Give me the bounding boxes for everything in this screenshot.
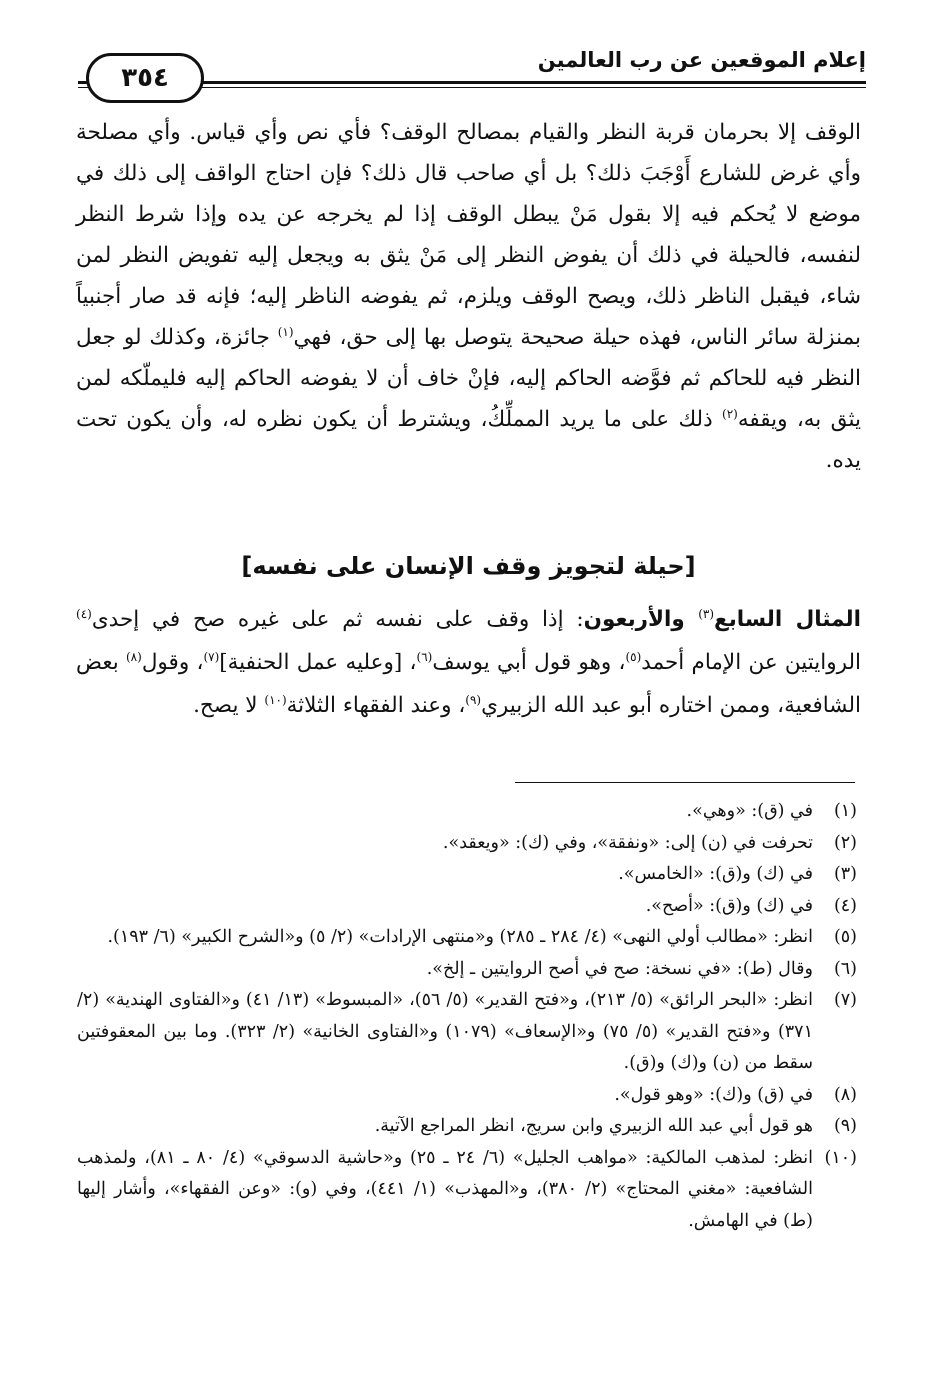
example-text-5: ، وقول xyxy=(141,650,204,675)
footnote-number: (٣) xyxy=(833,864,857,884)
example-text-6: بعض الشافعية، وممن اختاره أبو عبد الله الزبيري xyxy=(76,650,861,718)
example-lead-2: والأربعون xyxy=(583,607,699,632)
section-heading: [حيلة لتجويز وقف الإنسان على نفسه] xyxy=(241,552,696,580)
footnote-number: (٧) xyxy=(833,990,857,1010)
example-paragraph xyxy=(76,598,861,727)
footnote xyxy=(77,859,857,891)
footnote-ref-10[interactable]: (١٠) xyxy=(264,692,287,707)
footnote xyxy=(77,985,857,1080)
footnote-ref-1[interactable]: (١) xyxy=(277,324,294,339)
footnote-ref-8[interactable]: (٨) xyxy=(125,649,142,664)
footnote xyxy=(77,1111,857,1143)
footnote-text: انظر: «مطالب أولي النهى» (٤/ ٢٨٤ ـ ٢٨٥) و«منتهى الإرادات» (٢/ ٥) و«الشرح الكبير» (٦/ ١٩٣). xyxy=(107,927,813,947)
footnote-ref-5[interactable]: (٥) xyxy=(625,649,642,664)
footnote-ref-2[interactable]: (٢) xyxy=(722,406,738,421)
footnote-text: تحرفت في (ن) إلى: «ونفقة»، وفي (ك): «ويعقد». xyxy=(442,832,813,853)
footnote-number: (٩) xyxy=(833,1116,857,1136)
footnote-text: وقال (ط): «في نسخة: صح في أصح الروايتين ـ إلخ». xyxy=(426,958,813,979)
footnote-text: هو قول أبي عبد الله الزبيري وابن سريج، انظر المراجع الآتية. xyxy=(374,1116,813,1136)
footnote-number: (١٠) xyxy=(824,1147,857,1168)
example-text-8: لا يصح. xyxy=(193,693,265,718)
footnote-ref-6[interactable]: (٦) xyxy=(416,649,433,664)
example-text-1: : إذا وقف على نفسه ثم على غيره صح في إحدى xyxy=(91,607,584,632)
footnote-ref-4[interactable]: (٤) xyxy=(76,606,92,621)
footnote-text: في (ق) و(ك): «وهو قول». xyxy=(614,1084,813,1105)
footnote-ref-7[interactable]: (٧) xyxy=(203,649,220,664)
footnote-text: في (ك) و(ق): «الخامس». xyxy=(618,864,813,884)
footnote xyxy=(77,922,857,954)
body-paragraph xyxy=(76,112,861,481)
footnote-number: (٤) xyxy=(833,895,857,916)
running-title: إعلام الموقعين عن رب العالمين xyxy=(537,48,866,72)
footnote-text: انظر: لمذهب المالكية: «مواهب الجليل» (٦/ ٢٤ ـ ٢٥) و«حاشية الدسوقي» (٤/ ٨٠ ـ ٨١)، ولمذهب الشافعية: «مغني المحتاج» (٢/ ٣٨٠)، و«المهذب» (١/ ٤٤١)، وفي (و): «وعن الفقهاء»، وأشار إليها (ط) في الهامش. xyxy=(77,1147,813,1231)
body-text-2: جائزة، وكذلك لو جعل النظر فيه للحاكم ثم فوَّضه الحاكم إليه، فإنْ خاف أن لا يفوضه الحاكم إليه فليملّكه لمن يثق به، ويقفه xyxy=(76,325,861,432)
footnote xyxy=(77,796,857,828)
example-text-3: ، وهو قول أبي يوسف xyxy=(432,650,626,675)
footnote-ref-3[interactable]: (٣) xyxy=(698,606,715,621)
footnote xyxy=(77,828,857,860)
example-text-7: ، وعند الفقهاء الثلاثة xyxy=(286,693,466,718)
page-header xyxy=(78,38,866,98)
footnotes xyxy=(77,796,857,1237)
footnote-number: (٥) xyxy=(833,927,857,947)
footnote xyxy=(77,891,857,923)
footnote xyxy=(77,1143,857,1238)
example-text-2: الروايتين عن الإمام أحمد xyxy=(641,650,861,675)
footnote-text: في (ق): «وهي». xyxy=(686,801,813,821)
footnote-divider xyxy=(515,782,855,783)
footnote-ref-9[interactable]: (٩) xyxy=(465,692,482,707)
footnote-text: في (ك) و(ق): «أصح». xyxy=(645,895,813,916)
footnote-number: (١) xyxy=(833,801,857,821)
page-number: ٣٥٤ xyxy=(86,53,204,103)
footnote-number: (٢) xyxy=(833,832,857,853)
main-text xyxy=(76,112,861,481)
body-text-3: ذلك على ما يريد المملِّكُ، ويشترط أن يكون نظره له، وأن يكون تحت يده. xyxy=(76,407,861,473)
body-text-1: الوقف إلا بحرمان قربة النظر والقيام بمصالح الوقف؟ فأي نص وأي قياس. وأي مصلحة وأي غرض للشارع أَوْجَبَ ذلك؟ بل أي صاحب قال ذلك؟ فإن احتاج الواقف إلى ذلك في موضع لا يُحكم فيه إلا بقول مَنْ يبطل الوقف إذا لم يخرجه عن يده وإذا شرط النظر لنفسه، فالحيلة في ذلك أن يفوض النظر إلى مَنْ يثق به ويجعل إليه تفويض النظر لمن شاء، فيقبل الناظر ذلك، ويصح الوقف ويلزم، ثم يفوضه الناظر إليه؛ فإنه قد صار أجنبياً بمنزلة سائر الناس، فهذه حيلة صحيحة يتوصل بها إلى حق، فهي xyxy=(76,120,862,350)
example-text-4: ، [وعليه عمل الحنفية] xyxy=(219,650,417,675)
example-lead: المثال السابع xyxy=(714,607,862,632)
footnote xyxy=(77,1080,857,1112)
footnote xyxy=(77,954,857,986)
footnote-text: انظر: «البحر الرائق» (٥/ ٢١٣)، و«فتح القدير» (٥/ ٥٦)، «المبسوط» (١٣/ ٤١) و«الفتاوى الهندية» (٢/ ٣٧١) و«فتح القدير» (٥/ ٧٥) و«الإسعاف» (١٠٧٩) و«الفتاوى الخانية» (٢/ ٣٢٣). وما بين المعقوفتين سقط من (ن) و(ك) و(ق). xyxy=(77,990,813,1073)
footnote-number: (٦) xyxy=(833,958,857,979)
footnote-number: (٨) xyxy=(833,1084,857,1105)
